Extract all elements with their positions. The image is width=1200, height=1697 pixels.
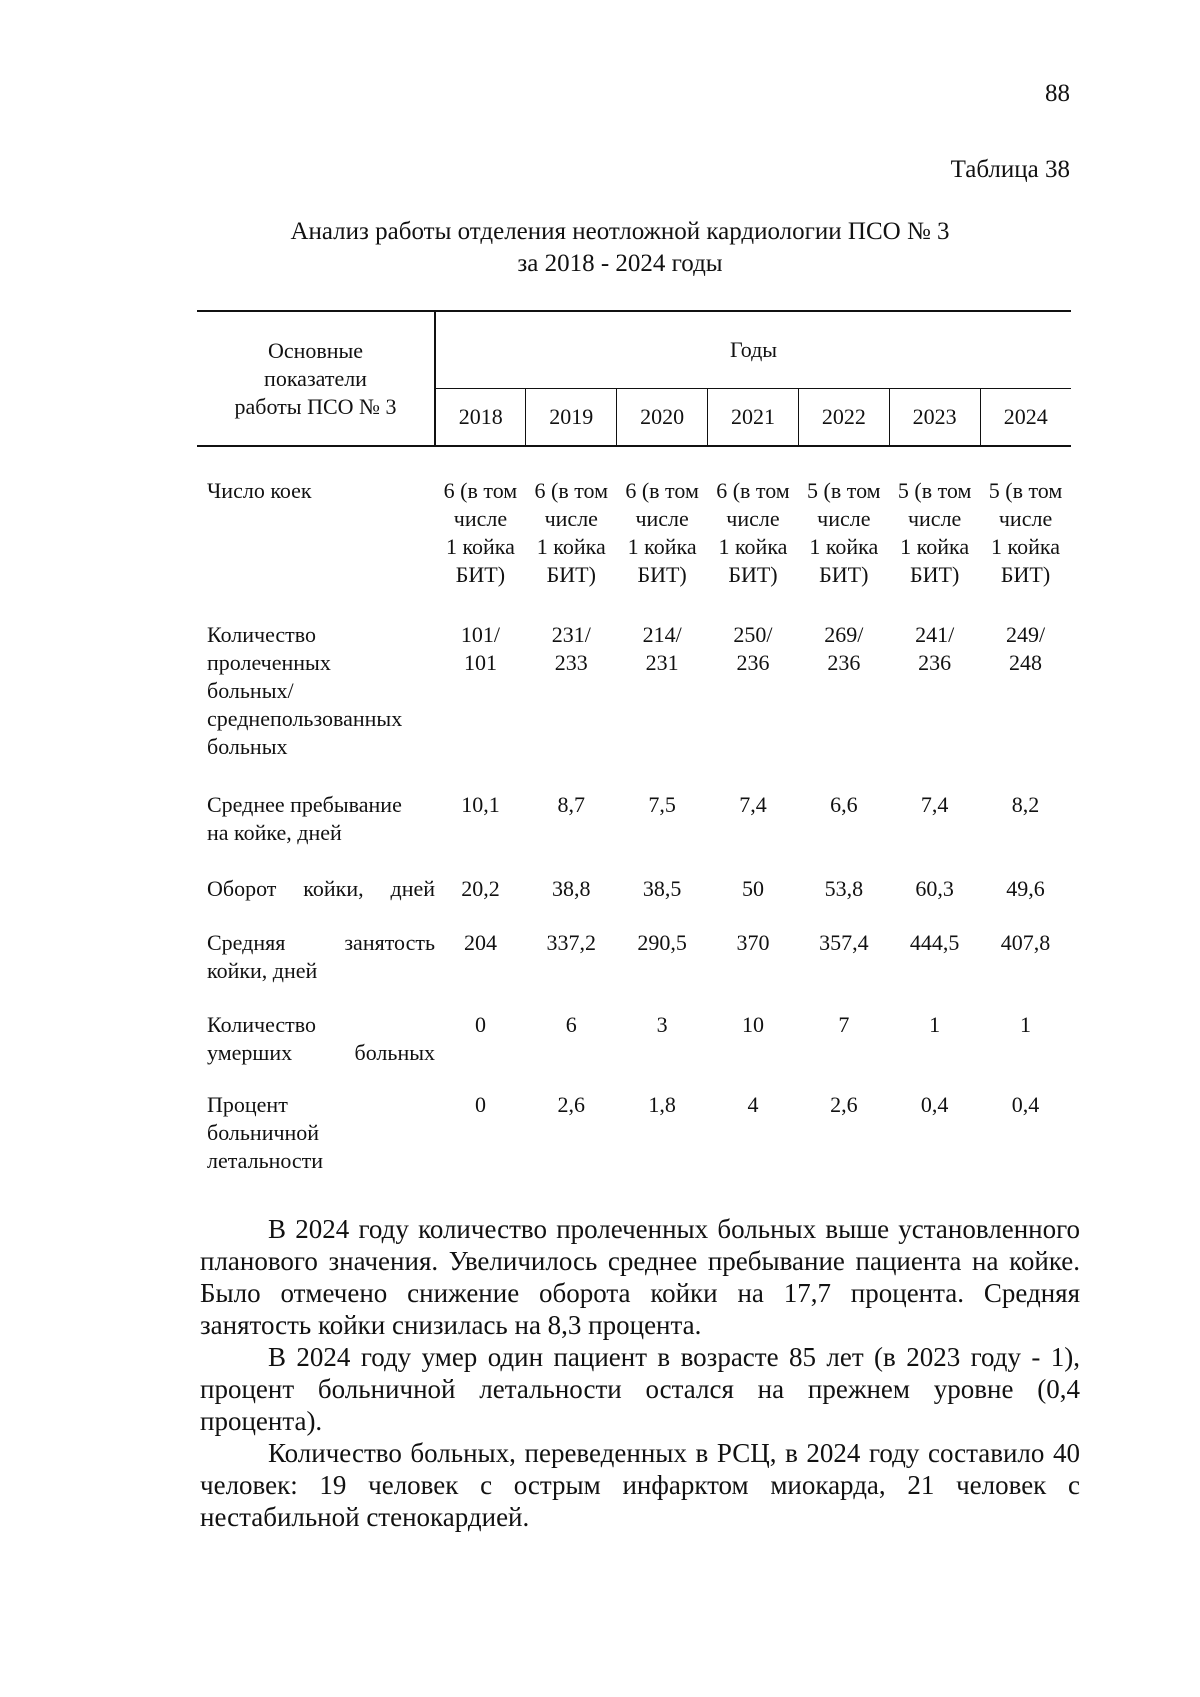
cell-mortality-2024: 0,4 <box>1011 1092 1040 1117</box>
cell-line: 233 <box>554 650 588 675</box>
cell-line: числе <box>726 506 780 531</box>
cell-line: 1 койка <box>900 534 970 559</box>
cell-line: 1 койка <box>536 534 606 559</box>
row-label-line: больничной <box>207 1120 320 1145</box>
indicator-header-line: работы ПСО № 3 <box>234 393 397 419</box>
table-row-beds <box>197 477 1071 621</box>
cell-line: БИТ) <box>546 562 596 587</box>
cell-beds-2019 <box>526 477 617 621</box>
cell-deceased-2023: 1 <box>929 1012 941 1037</box>
cell-average-stay-2022: 6,6 <box>830 792 858 817</box>
body-text <box>200 1213 1080 1533</box>
row-label-line: Количество <box>207 1012 317 1037</box>
row-label-bed-occupancy <box>197 929 435 1011</box>
cell-average-stay-2018: 10,1 <box>461 792 500 817</box>
row-label-line: Средняя занятость <box>207 930 436 955</box>
cell-bed-turnover-2024: 49,6 <box>1006 876 1045 901</box>
cell-deceased-2018: 0 <box>474 1012 486 1037</box>
cell-deceased-2019: 6 <box>565 1012 577 1037</box>
cell-line: 6 (в том <box>534 478 609 503</box>
cell-line: 231/ <box>551 622 591 647</box>
cell-bed-occupancy-2023: 444,5 <box>909 930 960 955</box>
cell-bed-turnover-2023: 60,3 <box>915 876 954 901</box>
cell-treated-2020 <box>617 621 708 791</box>
row-label-treated-patients <box>197 621 435 791</box>
cell-line: числе <box>453 506 508 531</box>
table-label: Таблица 38 <box>950 156 1070 183</box>
cell-average-stay-2021: 7,4 <box>739 792 767 817</box>
cell-average-stay-2024: 8,2 <box>1011 792 1040 817</box>
row-label-hospital-mortality <box>197 1091 435 1175</box>
cell-line: числе <box>544 506 598 531</box>
cell-treated-2019 <box>526 621 617 791</box>
cell-treated-2022 <box>798 621 889 791</box>
row-label-line: Среднее пребывание <box>207 792 402 817</box>
cell-line: 101 <box>463 650 497 675</box>
year-header-2023: 2023 <box>889 389 980 447</box>
cell-mortality-2023: 0,4 <box>920 1092 949 1117</box>
table-row-bed-turnover <box>197 875 1071 929</box>
cell-mortality-2020: 1,8 <box>648 1092 676 1117</box>
cell-bed-occupancy-2024: 407,8 <box>1000 930 1051 955</box>
cell-line: 236 <box>736 650 770 675</box>
row-label-line: умерших больных <box>207 1040 436 1065</box>
cell-bed-occupancy-2021: 370 <box>736 930 770 955</box>
indicator-column-header <box>197 311 435 446</box>
cell-line: БИТ) <box>637 562 687 587</box>
cell-bed-turnover-2021: 50 <box>741 876 764 901</box>
cell-beds-2021 <box>708 477 799 621</box>
cell-line: 1 койка <box>991 534 1061 559</box>
cell-line: 6 (в том <box>443 478 518 503</box>
cell-deceased-2022: 7 <box>838 1012 850 1037</box>
cell-line: 231 <box>645 650 679 675</box>
cell-line: 1 койка <box>718 534 788 559</box>
cell-mortality-2022: 2,6 <box>830 1092 858 1117</box>
cell-bed-occupancy-2019: 337,2 <box>546 930 597 955</box>
cell-treated-2023 <box>889 621 980 791</box>
table-spacer-row <box>197 446 1071 477</box>
cell-bed-turnover-2022: 53,8 <box>824 876 864 901</box>
year-header-2019: 2019 <box>526 389 617 447</box>
row-label-line: больных/ <box>207 678 294 703</box>
year-header-2024: 2024 <box>980 389 1071 447</box>
cell-line: 214/ <box>642 622 682 647</box>
cell-line: 269/ <box>824 622 864 647</box>
cell-line: 5 (в том <box>988 478 1063 503</box>
cell-bed-occupancy-2018: 204 <box>463 930 497 955</box>
cell-average-stay-2023: 7,4 <box>920 792 949 817</box>
row-label-line: Число коек <box>207 478 312 503</box>
paragraph: В 2024 году умер один пациент в возрасте 85 лет (в 2023 году - 1), процент больничной летальности остался на прежнем уровне (0,4 процента). <box>200 1342 1080 1436</box>
table-row-treated-patients <box>197 621 1071 791</box>
cell-line: БИТ) <box>728 562 778 587</box>
cell-line: БИТ) <box>910 562 960 587</box>
cell-line: 248 <box>1009 650 1043 675</box>
row-label-deceased <box>197 1011 435 1091</box>
table-row-average-stay <box>197 791 1071 875</box>
cell-deceased-2020: 3 <box>656 1012 668 1037</box>
cell-line: 1 койка <box>445 534 515 559</box>
cell-treated-2021 <box>708 621 799 791</box>
cell-line: 250/ <box>733 622 773 647</box>
cell-line: 236 <box>918 650 952 675</box>
cell-beds-2018 <box>435 477 526 621</box>
cell-mortality-2021: 4 <box>747 1092 759 1117</box>
cell-line: 5 (в том <box>807 478 881 503</box>
cell-line: 1 койка <box>809 534 879 559</box>
row-label-line: койки, дней <box>207 958 318 983</box>
table-title <box>200 216 1040 280</box>
cell-beds-2020 <box>617 477 708 621</box>
year-header-2021: 2021 <box>708 389 799 447</box>
cell-bed-occupancy-2020: 290,5 <box>637 930 687 955</box>
cell-treated-2024 <box>980 621 1071 791</box>
table-title-line-1: Анализ работы отделения неотложной кардиологии ПСО № 3 <box>290 218 950 245</box>
paragraph: В 2024 году количество пролеченных больных выше установленного планового значения. Увеличилось среднее пребывание пациента на койке. Было отмечено снижение оборота койки на 17,7 процента. Средняя занятость койки снизилась на 8,3 процента. <box>200 1214 1080 1340</box>
cell-bed-turnover-2019: 38,8 <box>552 876 591 901</box>
cell-line: числе <box>635 506 689 531</box>
row-label-line: на койке, дней <box>207 820 342 845</box>
cell-line: 236 <box>827 650 861 675</box>
data-table <box>197 310 1071 1175</box>
row-label-line: пролеченных <box>207 650 331 675</box>
cell-line: числе <box>907 506 962 531</box>
cell-beds-2023 <box>889 477 980 621</box>
cell-line: 249/ <box>1005 622 1046 647</box>
cell-line: БИТ) <box>819 562 869 587</box>
row-label-line: среднепользованных <box>207 706 403 731</box>
table-row-bed-occupancy <box>197 929 1071 1011</box>
cell-deceased-2024: 1 <box>1020 1012 1032 1037</box>
cell-line: 1 койка <box>627 534 697 559</box>
cell-bed-turnover-2018: 20,2 <box>461 876 500 901</box>
cell-mortality-2018: 0 <box>474 1092 486 1117</box>
cell-beds-2022 <box>798 477 889 621</box>
cell-line: 6 (в том <box>625 478 699 503</box>
paragraph: Количество больных, переведенных в РСЦ, в 2024 году составило 40 человек: 19 человек с острым инфарктом миокарда, 21 человек с нестабильной стенокардией. <box>200 1438 1080 1532</box>
cell-average-stay-2019: 8,7 <box>557 792 586 817</box>
cell-bed-occupancy-2022: 357,4 <box>819 930 869 955</box>
cell-line: числе <box>998 506 1053 531</box>
cell-mortality-2019: 2,6 <box>557 1092 586 1117</box>
cell-line: 241/ <box>915 622 955 647</box>
cell-beds-2024 <box>980 477 1071 621</box>
spacer-cell <box>197 446 1071 477</box>
cell-bed-turnover-2020: 38,5 <box>642 876 682 901</box>
row-label-line: Оборот койки, дней <box>207 876 436 901</box>
cell-line: 101/ <box>460 622 500 647</box>
cell-average-stay-2020: 7,5 <box>648 792 676 817</box>
year-header-2018: 2018 <box>435 389 526 447</box>
row-label-line: Процент <box>207 1092 288 1117</box>
page-number: 88 <box>1045 80 1070 107</box>
row-label-line: больных <box>207 734 288 759</box>
row-label-bed-turnover <box>197 875 435 929</box>
row-label-line: Количество <box>207 622 317 647</box>
cell-line: БИТ) <box>455 562 506 587</box>
cell-line: числе <box>817 506 871 531</box>
year-header-2020: 2020 <box>617 389 708 447</box>
indicator-header-line: показатели <box>264 365 367 391</box>
row-label-beds <box>197 477 435 621</box>
table-row-hospital-mortality <box>197 1091 1071 1175</box>
cell-line: БИТ) <box>1000 562 1051 587</box>
row-label-line: летальности <box>207 1148 324 1173</box>
table-title-line-2: за 2018 - 2024 годы <box>517 250 723 277</box>
year-header-2022: 2022 <box>798 389 889 447</box>
cell-treated-2018 <box>435 621 526 791</box>
cell-line: 5 (в том <box>897 478 972 503</box>
cell-line: 6 (в том <box>716 478 790 503</box>
years-column-group-header: Годы <box>435 311 1071 389</box>
row-label-average-stay <box>197 791 435 875</box>
cell-deceased-2021: 10 <box>741 1012 764 1037</box>
table-row-deceased <box>197 1011 1071 1091</box>
indicator-header-line: Основные <box>267 337 364 363</box>
